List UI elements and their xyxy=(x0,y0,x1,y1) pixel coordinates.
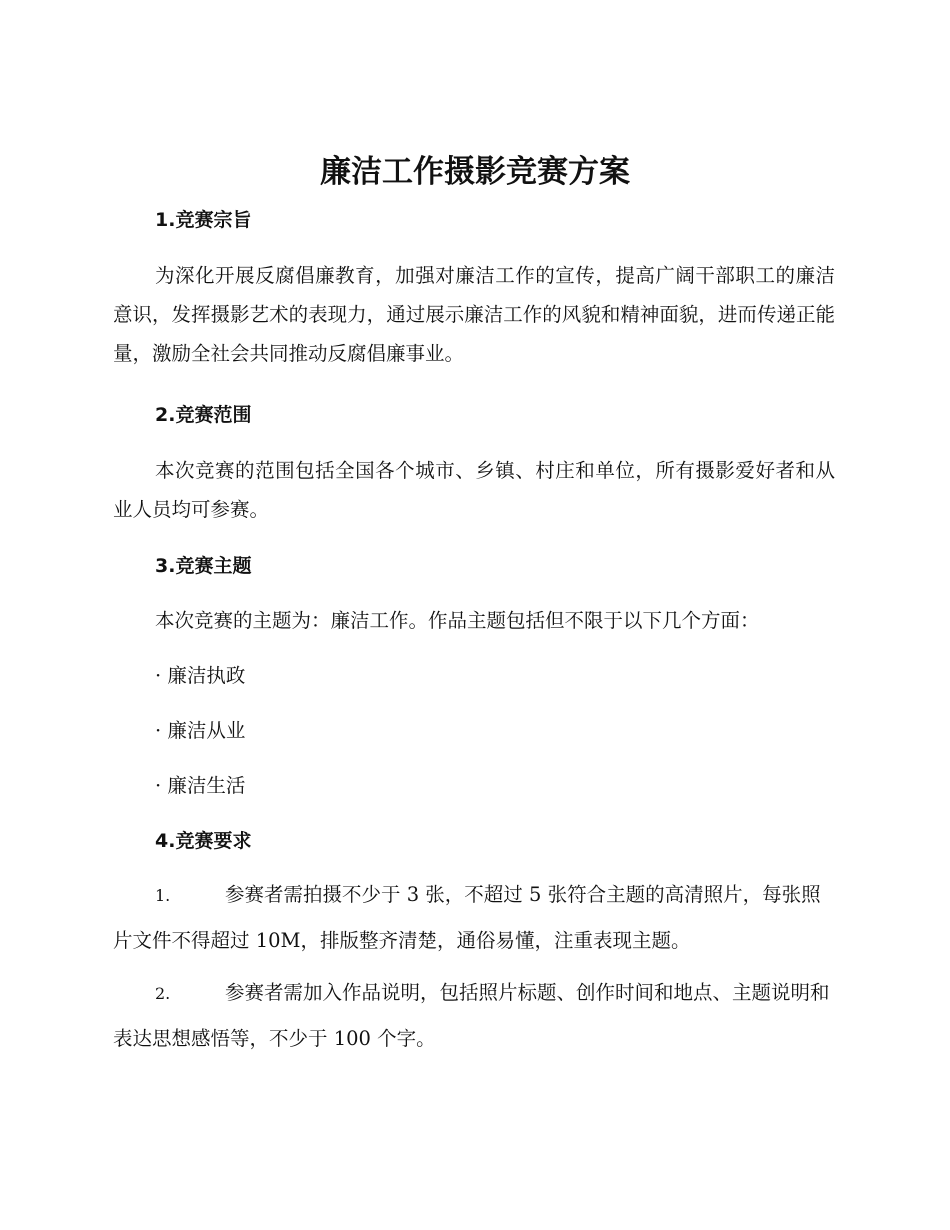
section-heading-theme: 3.竞赛主题 xyxy=(155,555,252,577)
section-heading-scope: 2.竞赛范围 xyxy=(155,404,252,426)
section-paragraph-purpose: 为深化开展反腐倡廉教育，加强对廉洁工作的宣传，提高广阔干部职工的廉洁意识，发挥摄影艺术的表现力，通过展示廉洁工作的风貌和精神面貌，进而传递正能量，激励全社会共同推动反腐倡廉事业。 xyxy=(113,264,835,365)
bullet-item: · 廉洁执政 xyxy=(155,664,246,687)
section-paragraph-theme: 本次竞赛的主题为：廉洁工作。作品主题包括但不限于以下几个方面： xyxy=(155,609,760,632)
section-heading-purpose: 1.竞赛宗旨 xyxy=(155,209,252,231)
numbered-item xyxy=(113,970,835,1061)
bullet-item: · 廉洁生活 xyxy=(155,774,246,797)
bullet-item: · 廉洁从业 xyxy=(155,719,246,742)
item-text: 参赛者需加入作品说明，包括照片标题、创作时间和地点、主题说明和表达思想感悟等，不少于 100 个字。 xyxy=(113,981,830,1050)
numbered-item xyxy=(113,872,835,963)
section-heading-requirements: 4.竞赛要求 xyxy=(155,830,252,852)
section-paragraph-scope: 本次竞赛的范围包括全国各个城市、乡镇、村庄和单位，所有摄影爱好者和从业人员均可参赛。 xyxy=(113,459,835,521)
item-text: 参赛者需拍摄不少于 3 张，不超过 5 张符合主题的高清照片，每张照片文件不得超过 10M，排版整齐清楚，通俗易懂，注重表现主题。 xyxy=(113,883,821,952)
document-title: 廉洁工作摄影竞赛方案 xyxy=(320,154,630,190)
item-number: 2. xyxy=(155,984,171,1003)
item-number: 1. xyxy=(155,886,171,905)
